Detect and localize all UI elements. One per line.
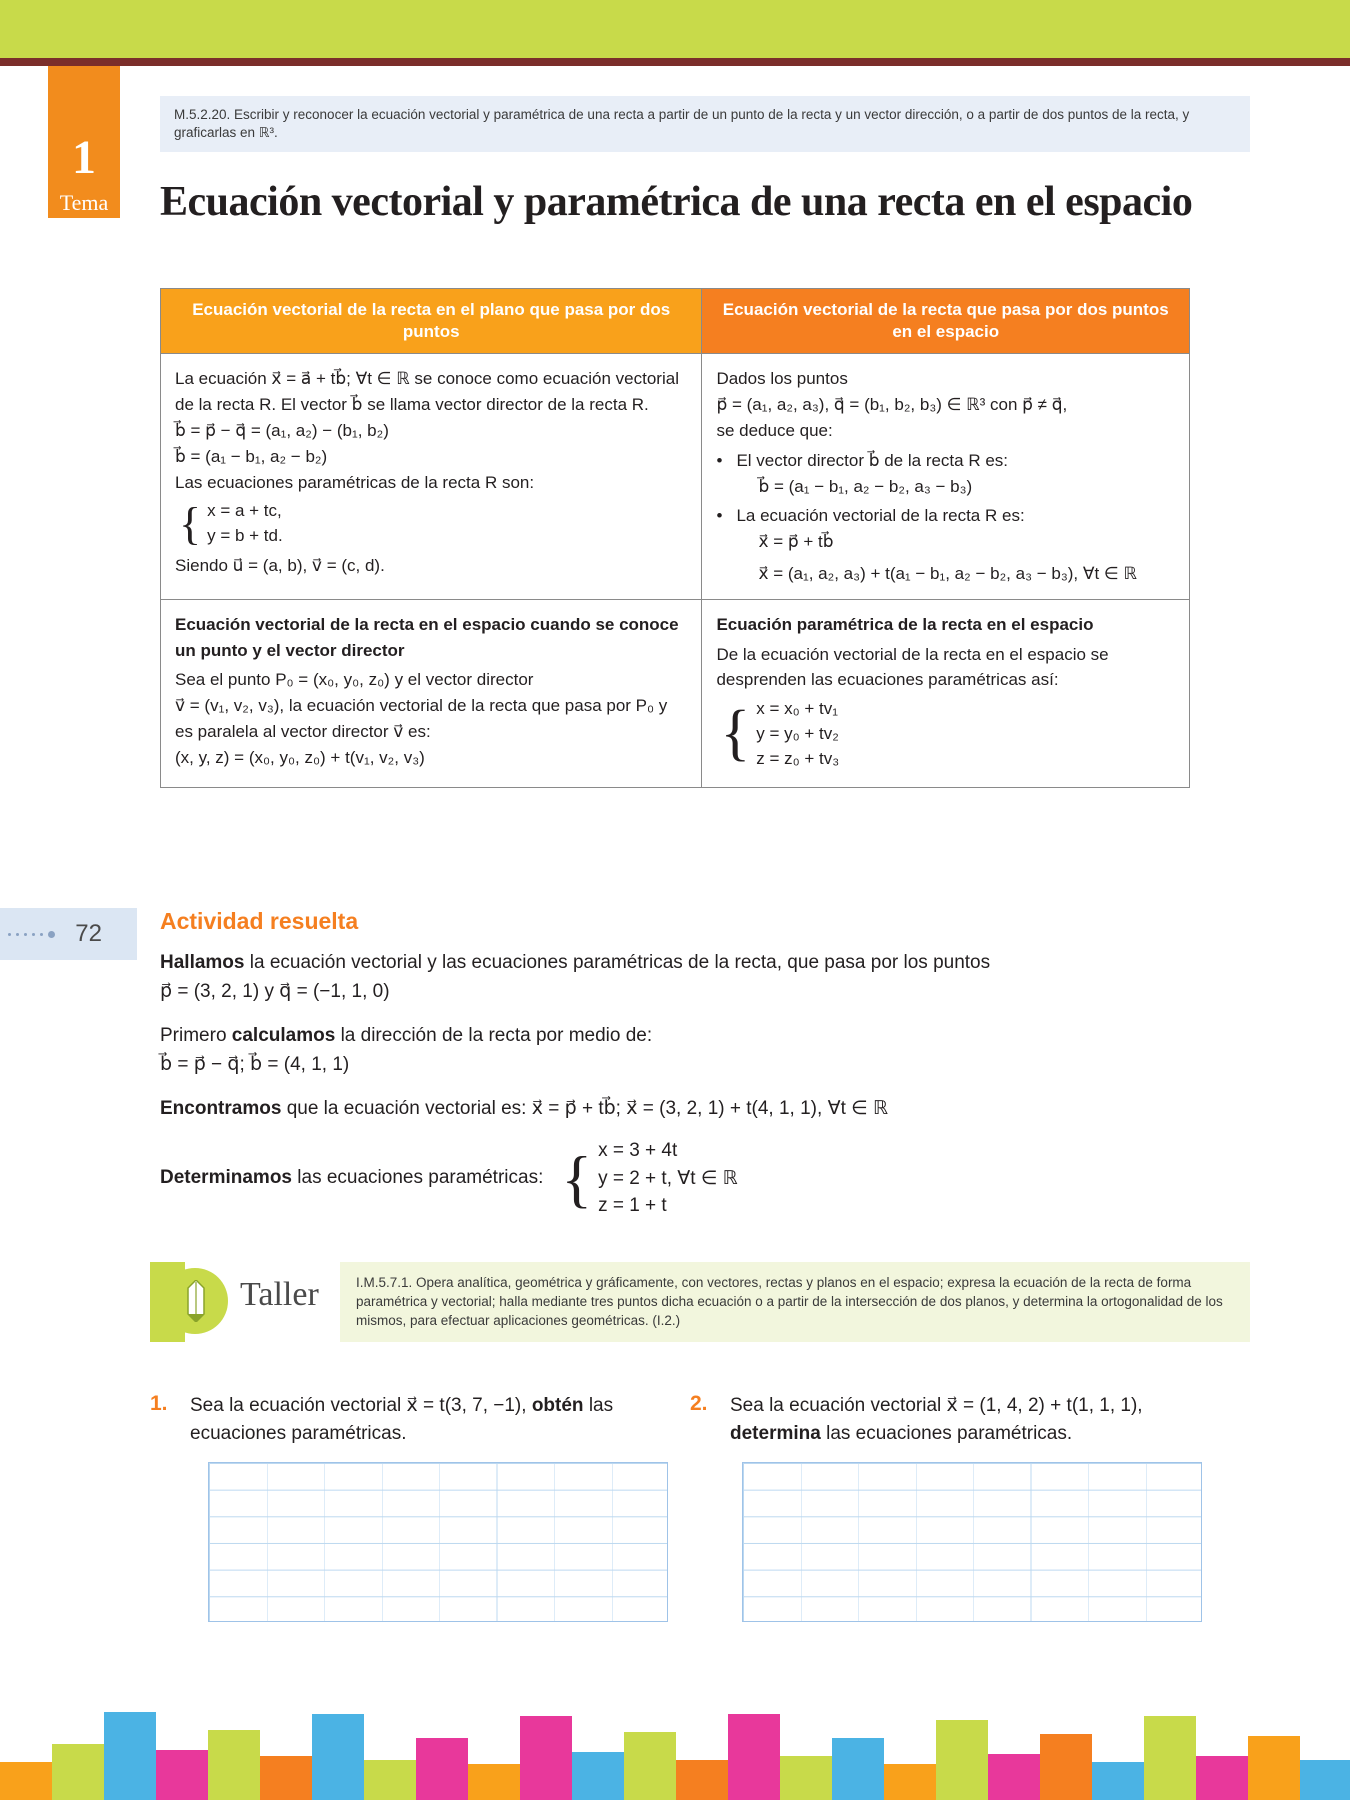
page-title: Ecuación vectorial y paramétrica de una recta en el espacio	[160, 179, 1193, 225]
cell-br-param2: y = y₀ + tv₂	[756, 723, 839, 743]
activity-body	[160, 948, 1240, 1220]
cell-tl-param-system	[179, 499, 687, 548]
table-header-row	[161, 289, 1190, 354]
cell-tr-bullet-1	[716, 448, 1175, 500]
cell-tl-eq2: b⃗ = (a₁ − b₁, a₂ − b₂)	[175, 446, 328, 466]
activity-line-4: b⃗ = p⃗ − q⃗; b⃗ = (4, 1, 1)	[160, 1054, 350, 1076]
cell-bl-title: Ecuación vectorial de la recta en el espacio cuando se conoce un punto y el vector director	[175, 614, 679, 660]
cell-tl-eq1: b⃗ = p⃗ − q⃗ = (a₁, a₂) − (b₁, b₂)	[175, 420, 389, 440]
exercise-1-text-a: Sea la ecuación vectorial x⃗ = t(3, 7, −1),	[190, 1395, 532, 1416]
tema-label: Tema	[59, 190, 109, 215]
exercise-2-number: 2.	[690, 1392, 708, 1415]
cell-tr-b2: La ecuación vectorial de la recta R es:	[736, 506, 1025, 526]
exercise-1-answer-grid[interactable]	[208, 1462, 668, 1622]
cell-tr-p2: se deduce que:	[716, 420, 833, 440]
bullet-icon: •	[716, 506, 723, 526]
activity-line-1	[160, 948, 1240, 977]
brace-glyph: {	[720, 699, 751, 768]
activity-line1-rest: la ecuación vectorial y las ecuaciones paramétricas de la recta, que pasa por los puntos	[244, 952, 991, 973]
exercise-2-text	[730, 1392, 1220, 1447]
activity-line-5	[160, 1094, 1240, 1123]
cell-tr-bullet-2	[716, 503, 1175, 586]
cell-space-point-director	[161, 599, 702, 787]
activity-line-2: p⃗ = (3, 2, 1) y q⃗ = (−1, 1, 0)	[160, 981, 390, 1003]
cell-tr-eq1: p⃗ = (a₁, a₂, a₃), q⃗ = (b₁, b₂, b₃) ∈ ℝ³ con p⃗ ≠ q⃗,	[716, 395, 1068, 415]
activity-line6-rest: las ecuaciones paramétricas:	[292, 1166, 544, 1188]
taller-section	[150, 1262, 1250, 1342]
cell-tr-p1: Dados los puntos	[716, 369, 848, 389]
pencil-icon	[184, 1280, 208, 1322]
activity-line1-bold: Hallamos	[160, 952, 245, 973]
cell-tr-b2eq1: x⃗ = p⃗ + tb⃗	[758, 532, 834, 552]
cell-br-title: Ecuación paramétrica de la recta en el espacio	[716, 614, 1094, 634]
cell-br-p1: De la ecuación vectorial de la recta en el espacio se desprenden las ecuaciones paramétricas así:	[716, 644, 1109, 690]
activity-line3-a: Primero	[160, 1024, 232, 1046]
cell-br-param-system	[720, 697, 1175, 771]
exercise-1-text-b: las ecuaciones paramétricas.	[190, 1395, 614, 1444]
bottom-decorative-band	[0, 1712, 1350, 1800]
activity-title: Actividad resuelta	[160, 908, 359, 934]
cell-parametric-space	[702, 599, 1190, 787]
cell-plane-two-points	[161, 354, 702, 600]
page-number: 72	[75, 920, 102, 947]
brace-glyph: {	[561, 1142, 593, 1214]
brace-glyph: {	[179, 498, 202, 550]
activity-line3-b: la dirección de la recta por medio de:	[335, 1024, 653, 1046]
activity-line3-bold: calculamos	[231, 1024, 336, 1046]
footer-spacer	[0, 1762, 1350, 1780]
activity-line-6	[160, 1137, 1240, 1220]
taller-label: Taller	[240, 1276, 319, 1313]
table-row	[161, 354, 1190, 600]
tema-number: 1	[72, 131, 96, 184]
exercise-1-text-bold: obtén	[531, 1395, 584, 1416]
cell-bl-p3: (x, y, z) = (x₀, y₀, z₀) + t(v₁, v₂, v₃)	[175, 747, 425, 767]
cell-tl-p2: Las ecuaciones paramétricas de la recta R son:	[175, 472, 535, 492]
exercise-1-number: 1.	[150, 1392, 168, 1415]
cell-tl-param1: x = a + tc,	[207, 501, 282, 521]
exercise-2-text-a: Sea la ecuación vectorial x⃗ = (1, 4, 2) + t(1, 1, 1),	[730, 1395, 1143, 1416]
table-header-left: Ecuación vectorial de la recta en el plano que pasa por dos puntos	[161, 289, 702, 354]
cell-tr-b2eq2: x⃗ = (a₁, a₂, a₃) + t(a₁ − b₁, a₂ − b₂, a₃ − b₃), ∀t ∈ ℝ	[758, 563, 1137, 583]
cell-space-two-points	[702, 354, 1190, 600]
top-maroon-rule	[0, 58, 1350, 66]
cell-br-param3: z = z₀ + tv₃	[756, 748, 840, 768]
cell-tl-param2: y = b + td.	[207, 525, 283, 545]
table-row	[161, 599, 1190, 787]
exercise-1-text	[190, 1392, 660, 1447]
cell-tl-p3: Siendo u⃗ = (a, b), v⃗ = (c, d).	[175, 555, 385, 575]
exercise-2-answer-grid[interactable]	[742, 1462, 1202, 1622]
cell-tl-p1: La ecuación x⃗ = a⃗ + tb⃗; ∀t ∈ ℝ se conoce como ecuación vectorial de la recta R. El vector b⃗ se llama vector director de la recta R.	[175, 369, 679, 415]
table-header-right: Ecuación vectorial de la recta que pasa por dos puntos en el espacio	[702, 289, 1190, 354]
activity-line5-rest: que la ecuación vectorial es: x⃗ = p⃗ + tb⃗; x⃗ = (3, 2, 1) + t(4, 1, 1), ∀t ∈ ℝ	[281, 1097, 889, 1119]
exercise-2-text-b: las ecuaciones paramétricas.	[820, 1422, 1073, 1444]
activity-line5-bold: Encontramos	[160, 1097, 282, 1119]
activity-param3: z = 1 + t	[598, 1195, 667, 1217]
activity-line6-bold: Determinamos	[160, 1166, 292, 1188]
cell-bl-p2: v⃗ = (v₁, v₂, v₃), la ecuación vectorial de la recta que pasa por P₀ y es paralela al vector director v⃗ es:	[175, 696, 668, 742]
concept-table	[160, 288, 1190, 788]
exercise-2-text-bold: determina	[730, 1422, 821, 1444]
cell-br-param1: x = x₀ + tv₁	[756, 699, 838, 719]
curriculum-standard-banner: M.5.2.20. Escribir y reconocer la ecuación vectorial y paramétrica de una recta a partir de un punto de la recta y un vector dirección, o a partir de dos puntos de la recta, y graficarlas en ℝ³.	[160, 96, 1250, 152]
taller-standard: I.M.5.7.1. Opera analítica, geométrica y gráficamente, con vectores, rectas y planos en el espacio; expresa la ecuación de la recta de forma paramétrica y vectorial; halla mediante tres puntos dicha ecuación o a partir de la intersección de dos planos, y determina la ortogonalidad de los mismos, para efectuar aplicaciones geométricas. (I.2.)	[340, 1262, 1250, 1342]
activity-param1: x = 3 + 4t	[598, 1140, 678, 1162]
top-decorative-band	[0, 0, 1350, 58]
cell-tr-b1: El vector director b⃗ de la recta R es:	[736, 450, 1009, 470]
activity-param2: y = 2 + t, ∀t ∈ ℝ	[598, 1167, 738, 1189]
bullet-icon: •	[716, 450, 723, 470]
cell-bl-p1: Sea el punto P₀ = (x₀, y₀, z₀) y el vector director	[175, 670, 534, 690]
cell-tr-b1eq: b⃗ = (a₁ − b₁, a₂ − b₂, a₃ − b₃)	[758, 476, 973, 496]
activity-line-3	[160, 1021, 1240, 1050]
